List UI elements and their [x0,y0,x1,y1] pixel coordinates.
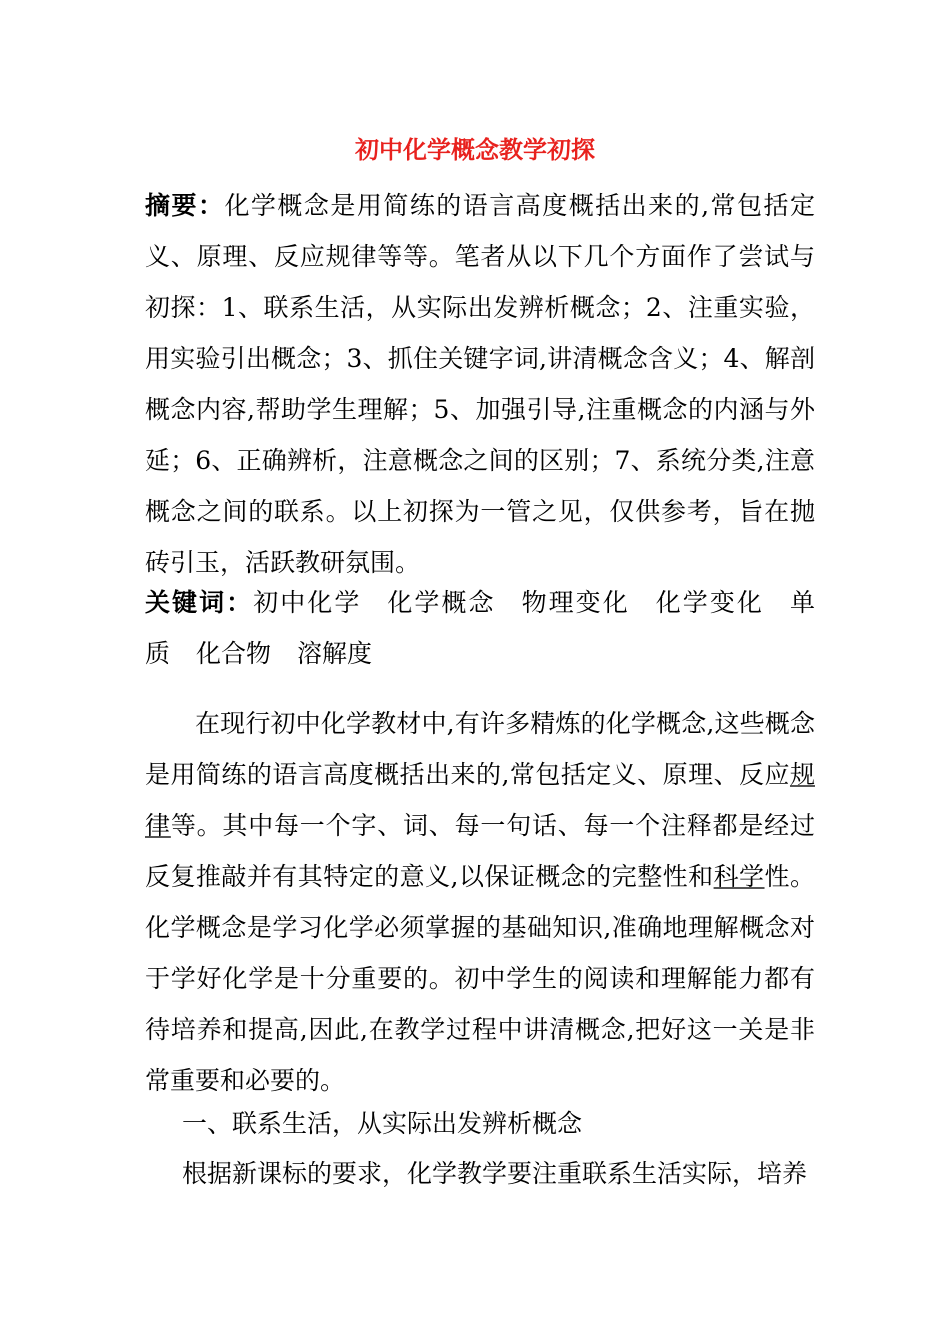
keyword: 初中化学 [253,588,362,617]
keyword: 物理变化 [521,588,630,617]
section-heading: 一、联系生活，从实际出发辨析概念 [182,1109,583,1138]
keywords-paragraph [145,577,815,679]
abstract-paragraph [145,180,815,588]
keyword: 溶解度 [297,639,373,668]
keyword: 化学概念 [387,588,496,617]
link-guilv[interactable]: 规律 [145,760,815,840]
link-kexue[interactable]: 科学 [713,862,765,891]
intro-text-3: 性。化学概念是学习化学必须掌握的基础知识,准确地理解概念对于学好化学是十分重要的。初中学生的阅读和理解能力都有待培养和提高,因此,在教学过程中讲清概念,把好这一关是非常重要和必要的。 [145,862,815,1095]
abstract-label: 摘要： [145,191,225,220]
intro-paragraph [145,698,815,1106]
abstract-text: 化学概念是用简练的语言高度概括出来的,常包括定义、原理、反应规律等等。笔者从以下几个方面作了尝试与初探：1、联系生活，从实际出发辨析概念；2、注重实验，用实验引出概念；3、抓住关键字词,讲清概念含义；4、解剖概念内容,帮助学生理解；5、加强引导,注重概念的内涵与外延；6、正确辨析，注意概念之间的区别；7、系统分类,注意概念之间的联系。以上初探为一管之见，仅供参考，旨在抛砖引玉，活跃教研氛围。 [145,191,815,577]
keyword: 化学变化 [655,588,764,617]
keyword: 化合物 [196,639,272,668]
intro-text-2: 等。其中每一个字、词、每一句话、每一个注释都是经过反复推敲并有其特定的意义,以保证概念的完整性和 [145,811,815,891]
intro-text-1: 在现行初中化学教材中,有许多精炼的化学概念,这些概念是用简练的语言高度概括出来的,常包括定义、原理、反应 [145,709,815,789]
document-title: 初中化学概念教学初探 [355,136,595,164]
section-paragraph: 根据新课标的要求，化学教学要注重联系生活实际，培养 [182,1159,808,1188]
keyword: 单质 [145,588,815,668]
keywords-label: 关键词： [145,588,254,617]
